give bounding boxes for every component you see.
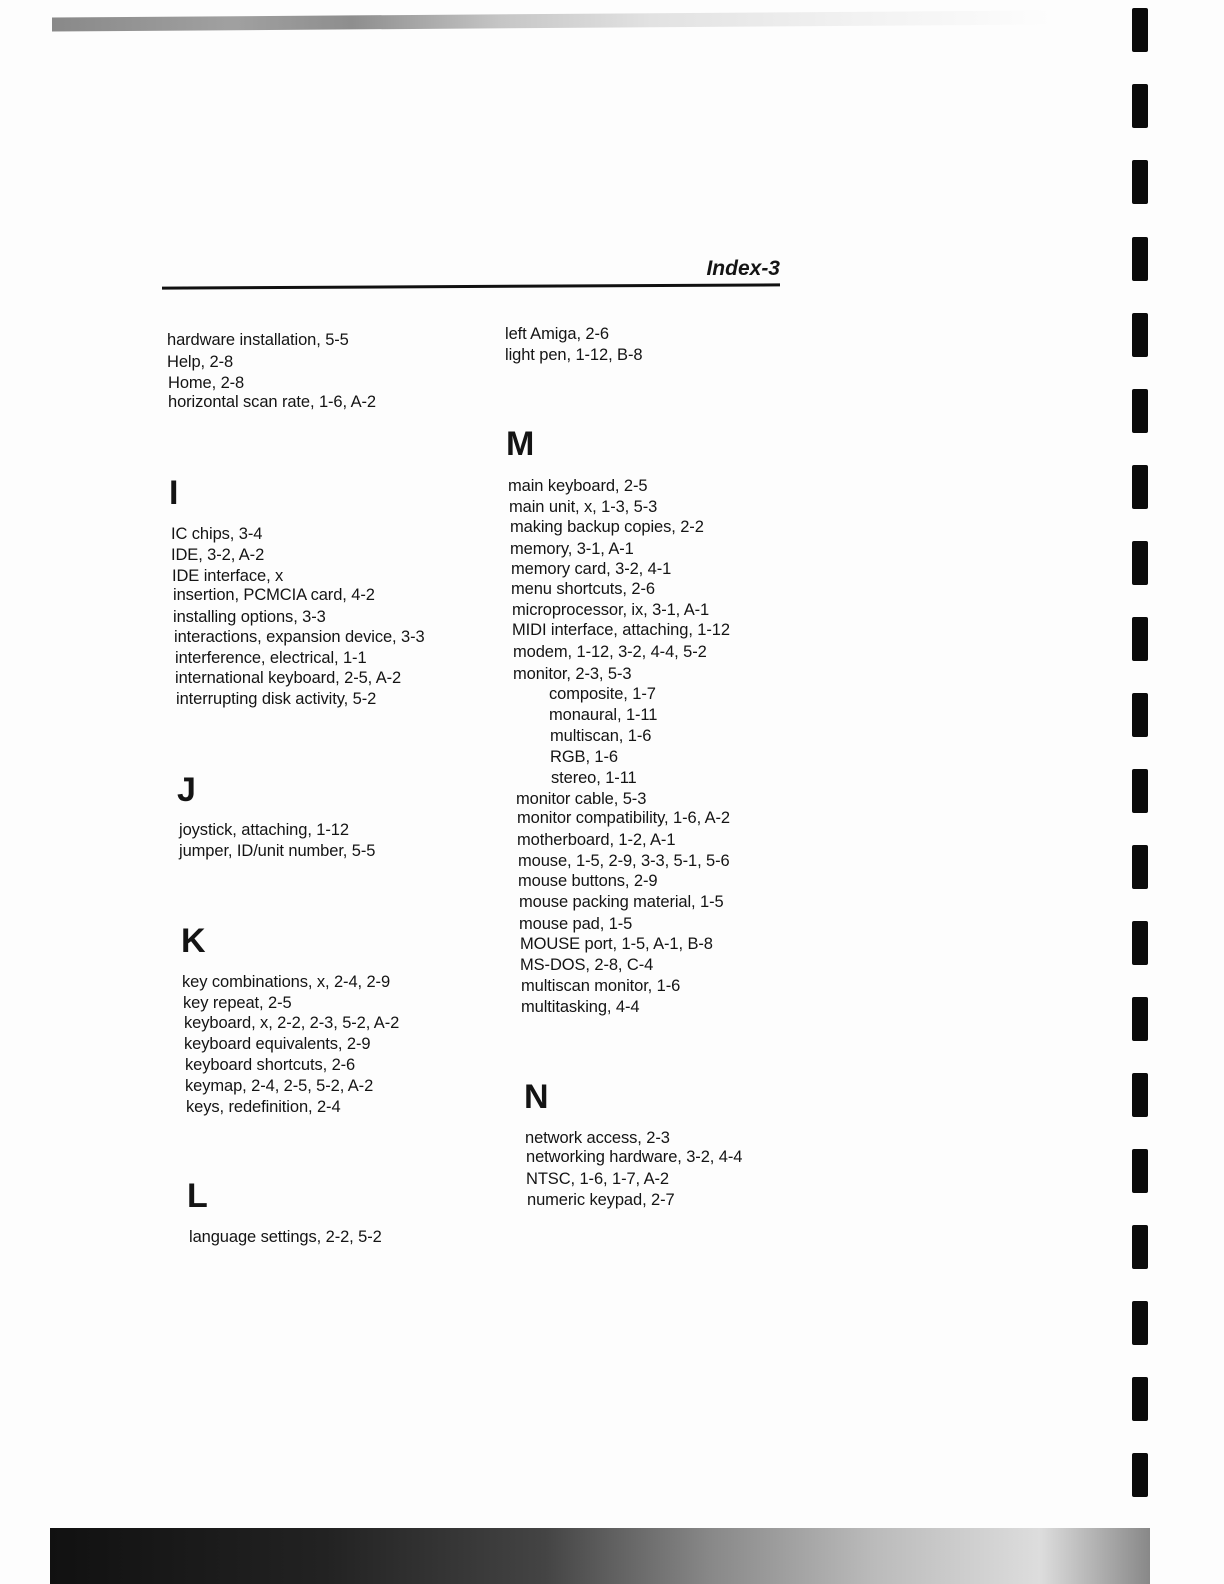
index-entry: language settings, 2-2, 5-2 [189,1228,382,1246]
binding-mark [1132,465,1148,509]
index-entry: monitor, 2-3, 5-3 [513,665,632,683]
section-letter-n: N [524,1078,549,1116]
index-entry: mouse buttons, 2-9 [518,872,658,890]
index-entry: insertion, PCMCIA card, 4-2 [173,586,375,604]
index-subentry: monaural, 1-11 [549,706,658,724]
binding-mark [1132,389,1148,433]
binding-marks [1130,0,1150,1584]
index-subentry: stereo, 1-11 [551,769,637,787]
index-entry: hardware installation, 5-5 [167,331,349,349]
index-entry: interrupting disk activity, 5-2 [176,690,377,708]
index-entry: MIDI interface, attaching, 1-12 [512,621,730,639]
index-subentry: multiscan, 1-6 [550,727,652,745]
index-entry: networking hardware, 3-2, 4-4 [526,1148,743,1166]
binding-mark [1132,693,1148,737]
index-entry: keyboard, x, 2-2, 2-3, 5-2, A-2 [184,1014,400,1032]
index-entry: interference, electrical, 1-1 [175,649,367,667]
index-entry: key combinations, x, 2-4, 2-9 [182,973,391,991]
binding-mark [1132,1301,1148,1345]
index-entry: making backup copies, 2-2 [510,518,704,536]
binding-mark [1132,313,1148,357]
index-entry: main keyboard, 2-5 [508,477,648,495]
index-entry: joystick, attaching, 1-12 [179,821,349,839]
index-entry: key repeat, 2-5 [183,994,292,1012]
index-entry: IDE interface, x [172,567,284,585]
scan-artifact-top [52,11,1052,32]
binding-mark [1132,921,1148,965]
index-entry: horizontal scan rate, 1-6, A-2 [168,393,376,411]
section-letter-m: M [506,425,535,463]
binding-mark [1132,1377,1148,1421]
section-letter-l: L [187,1177,208,1215]
index-entry: Home, 2-8 [168,374,245,392]
index-entry: Help, 2-8 [167,353,234,371]
scan-artifact-bottom [50,1528,1150,1584]
index-entry: multiscan monitor, 1-6 [521,977,681,995]
index-entry: light pen, 1-12, B-8 [505,346,643,364]
index-entry: menu shortcuts, 2-6 [511,580,655,598]
index-subentry: RGB, 1-6 [550,748,618,766]
index-entry: mouse, 1-5, 2-9, 3-3, 5-1, 5-6 [518,852,730,870]
index-entry: modem, 1-12, 3-2, 4-4, 5-2 [513,643,707,661]
index-entry: main unit, x, 1-3, 5-3 [509,498,658,516]
index-entry: multitasking, 4-4 [521,998,640,1016]
index-entry: MOUSE port, 1-5, A-1, B-8 [520,935,713,953]
binding-mark [1132,617,1148,661]
index-entry: numeric keypad, 2-7 [527,1191,675,1209]
index-entry: motherboard, 1-2, A-1 [517,831,676,849]
binding-mark [1132,1453,1148,1497]
page-header-title: Index-3 [706,257,780,280]
section-letter-j: J [177,771,196,809]
binding-mark [1132,1225,1148,1269]
section-letter-i: I [169,474,179,512]
index-entry: IC chips, 3-4 [171,525,263,543]
index-entry: monitor cable, 5-3 [516,790,647,808]
index-entry: microprocessor, ix, 3-1, A-1 [512,601,710,619]
index-subentry: composite, 1-7 [549,685,656,703]
binding-mark [1132,84,1148,128]
index-entry: jumper, ID/unit number, 5-5 [179,842,376,860]
section-letter-k: K [181,922,206,960]
index-entry: international keyboard, 2-5, A-2 [175,669,402,687]
binding-mark [1132,1149,1148,1193]
index-entry: MS-DOS, 2-8, C-4 [520,956,654,974]
index-entry: keyboard equivalents, 2-9 [184,1035,371,1053]
binding-mark [1132,845,1148,889]
index-entry: memory card, 3-2, 4-1 [511,560,672,578]
binding-mark [1132,237,1148,281]
index-entry: left Amiga, 2-6 [505,325,609,343]
index-entry: keymap, 2-4, 2-5, 5-2, A-2 [185,1077,374,1095]
index-entry: monitor compatibility, 1-6, A-2 [517,809,731,827]
index-entry: keyboard shortcuts, 2-6 [185,1056,356,1074]
index-entry: keys, redefinition, 2-4 [186,1098,341,1116]
index-entry: NTSC, 1-6, 1-7, A-2 [526,1170,669,1188]
binding-mark [1132,8,1148,52]
header-rule [162,283,780,289]
index-entry: interactions, expansion device, 3-3 [174,628,425,646]
binding-mark [1132,997,1148,1041]
binding-mark [1132,1073,1148,1117]
index-entry: installing options, 3-3 [173,608,326,626]
index-entry: IDE, 3-2, A-2 [171,546,265,564]
index-entry: network access, 2-3 [525,1129,670,1147]
index-entry: mouse packing material, 1-5 [519,893,724,911]
index-entry: mouse pad, 1-5 [519,915,633,933]
binding-mark [1132,541,1148,585]
index-entry: memory, 3-1, A-1 [510,540,634,558]
binding-mark [1132,769,1148,813]
binding-mark [1132,160,1148,204]
